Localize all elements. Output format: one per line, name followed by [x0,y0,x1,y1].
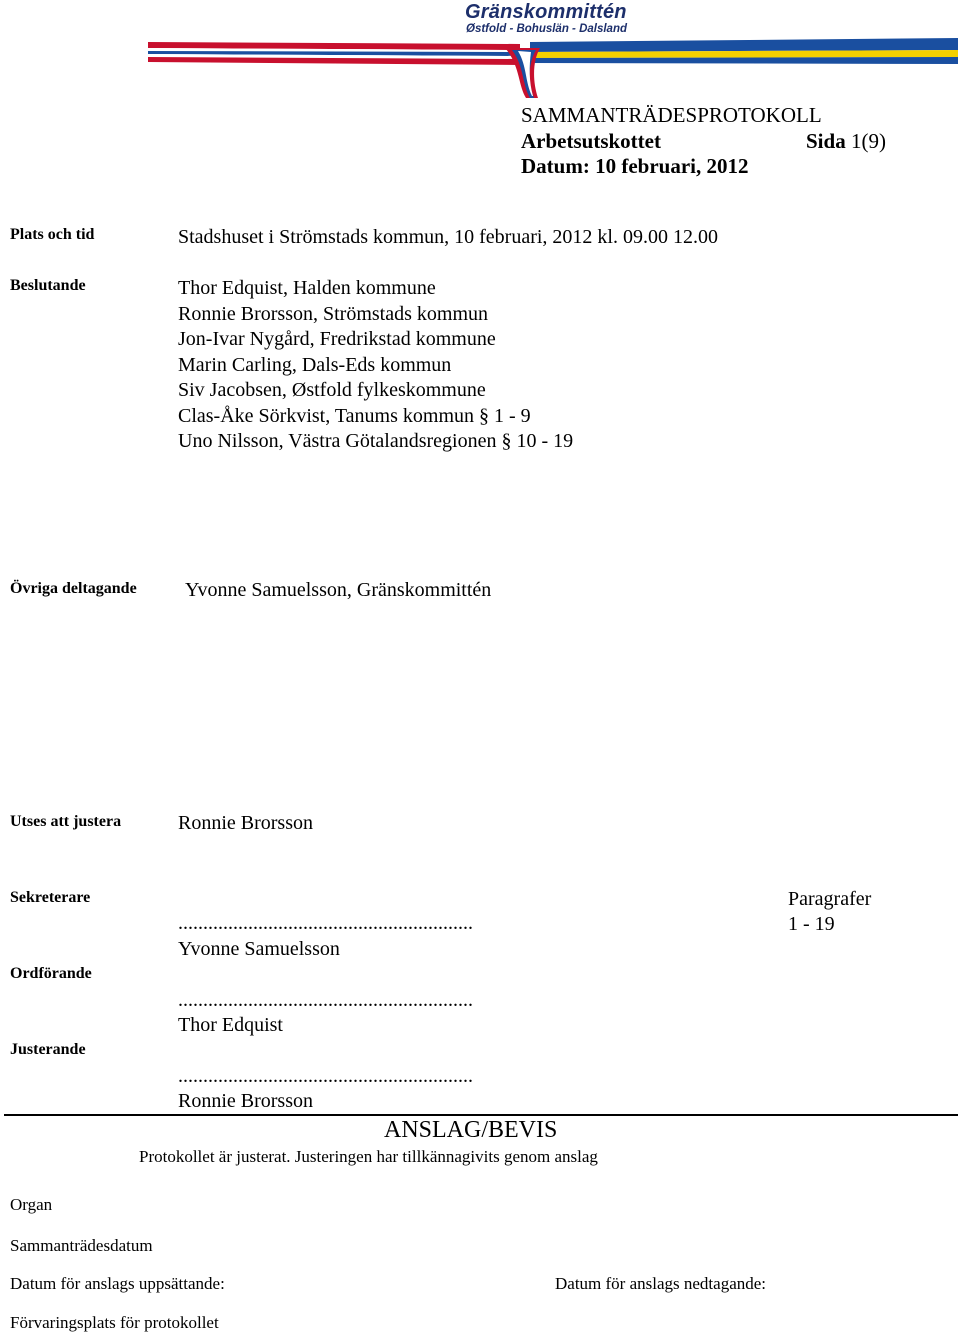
document-title: SAMMANTRÄDESPROTOKOLL [521,103,822,127]
removal-date-field-label: Datum för anslags nedtagande: [555,1274,767,1293]
organ-field-label: Organ [10,1195,53,1214]
secretary-name: Yvonne Samuelsson [178,938,340,960]
member-line: Siv Jacobsen, Østfold fylkeskommune [178,379,486,401]
committee-name: Arbetsutskottet [521,129,661,153]
adjuster-label: Utses att justera [10,813,122,830]
page-number: 1(9) [850,129,886,153]
secretary-label: Sekreterare [10,889,91,906]
chair-label: Ordförande [10,965,92,982]
paragraphs-value: 1 - 19 [788,913,835,935]
flag-ribbon-logo [0,30,960,100]
posting-date-field-label: Datum för anslags uppsättande: [10,1274,225,1293]
member-line: Jon-Ivar Nygård, Fredrikstad kommune [178,328,496,350]
place-time-label: Plats och tid [10,226,95,243]
deciding-label: Beslutande [10,277,86,294]
signature-line-secretary: ........................................................... [178,912,473,934]
page-indicator [806,129,886,154]
page-label: Sida [806,129,846,153]
others-value: Yvonne Samuelsson, Gränskommittén [185,579,492,601]
member-line: Ronnie Brorsson, Strömstads kommun [178,302,489,325]
justifier-label: Justerande [10,1041,86,1058]
signature-line-chair: ........................................................... [178,989,473,1011]
others-label: Övriga deltagande [10,580,137,597]
place-time-value: Stadshuset i Strömstads kommun, 10 februari, 2012 kl. 09.00 12.00 [178,226,718,248]
meeting-date: Datum: 10 februari, 2012 [521,154,749,178]
chair-name: Thor Edquist [178,1014,283,1036]
justifier-name: Ronnie Brorsson [178,1090,313,1112]
deciding-members-list [178,276,573,455]
member-line: Uno Nilsson, Västra Götalandsregionen § 10 - 19 [178,430,574,452]
section-divider [4,1114,958,1116]
member-line: Marin Carling, Dals-Eds kommun [178,353,452,376]
storage-field-label: Förvaringsplats för protokollet [10,1313,219,1332]
signature-line-justifier: ........................................................... [178,1065,473,1087]
logo-subtitle: Østfold - Bohuslän - Dalsland [466,23,628,35]
notice-title: ANSLAG/BEVIS [384,1117,558,1143]
member-line: Thor Edquist, Halden kommune [178,277,436,299]
logo-name: Gränskommittén [465,1,627,23]
adjuster-value: Ronnie Brorsson [178,812,313,834]
notice-statement: Protokollet är justerat. Justeringen har tillkännagivits genom anslag [139,1147,598,1166]
meeting-date-field-label: Sammanträdesdatum [10,1236,153,1255]
member-line: Clas-Åke Sörkvist, Tanums kommun § 1 - 9 [178,404,531,427]
paragraphs-label: Paragrafer [788,888,872,910]
